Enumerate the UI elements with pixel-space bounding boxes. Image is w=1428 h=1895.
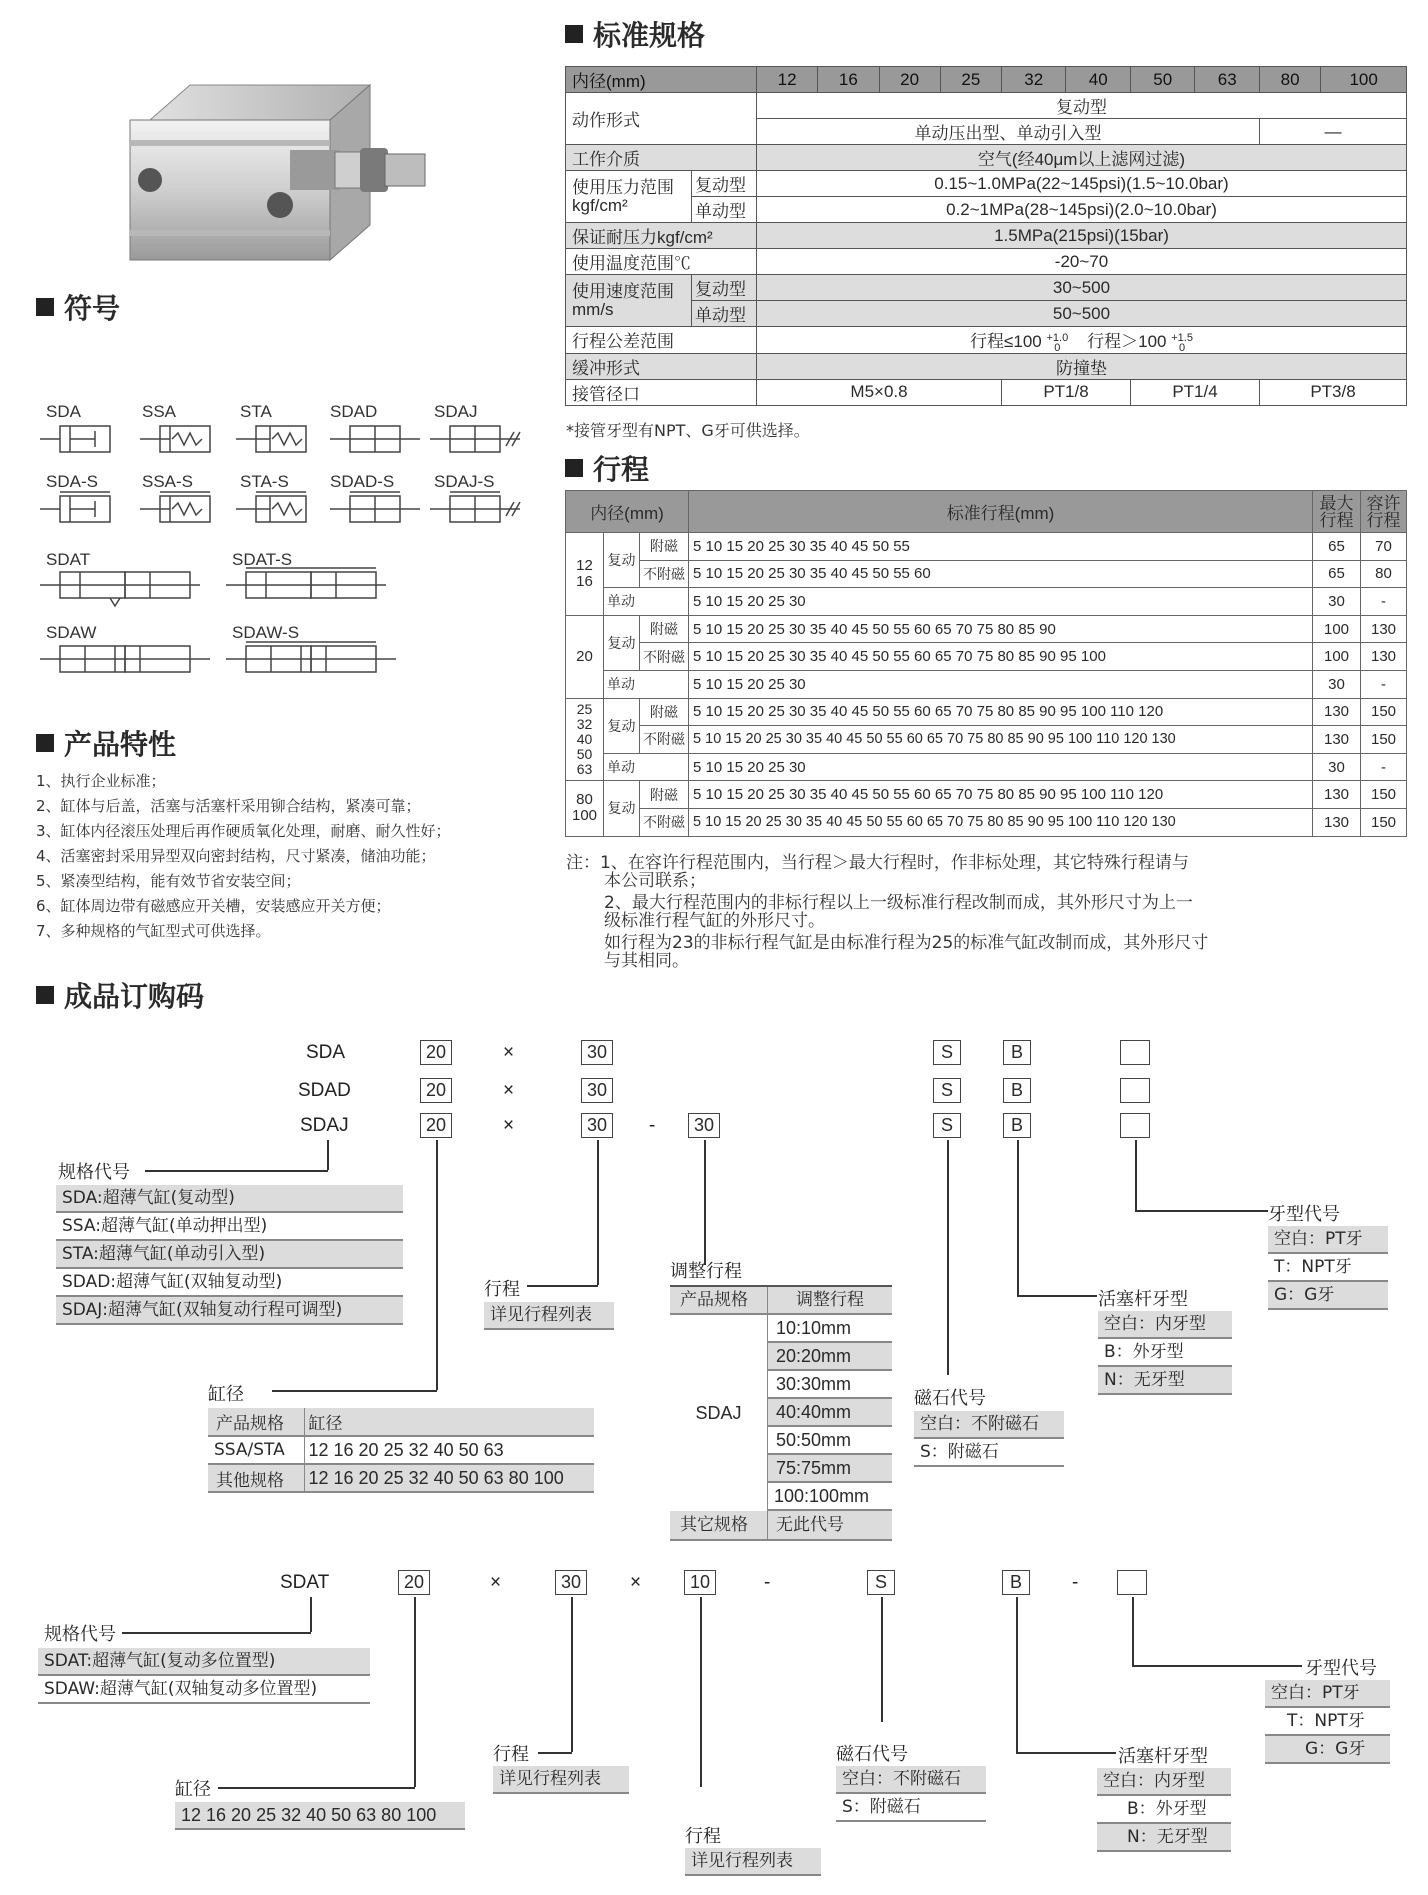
symbol-label-sdad-s: SDAD-S: [330, 472, 395, 491]
order1-adj-val: 75:75mm: [768, 1455, 892, 1483]
order1-model-sdaj: SDAJ: [300, 1115, 349, 1136]
stroke-bore: 80 100: [566, 781, 604, 836]
stroke-type-double: 复动: [604, 698, 640, 753]
stroke-values: 5 10 15 20 25 30 35 40 45 50 55 60 65 70 75 80 85 90 95 100 110 120 130: [689, 726, 1313, 754]
symbol-label-sda: SDA: [46, 402, 81, 421]
spec-action-single: 单动压出型、单动引入型: [757, 119, 1260, 145]
stroke-nomag: 不附磁: [640, 726, 689, 754]
stroke-mag: 附磁: [640, 781, 689, 809]
symbol-label-sta: STA: [240, 402, 272, 421]
order2-dash: -: [1072, 1572, 1079, 1593]
spec-speed-double-label: 复动型: [692, 275, 757, 301]
order2-rod-val: B：外牙型: [1097, 1796, 1231, 1824]
stroke-title: 行程: [565, 448, 649, 488]
stroke-type-double: 复动: [604, 615, 640, 670]
stroke-max: 130: [1313, 726, 1361, 754]
feature-item: 1、执行企业标准；: [36, 772, 166, 790]
stroke-values: 5 10 15 20 25 30: [689, 753, 1313, 781]
spec-speed-single: 50~500: [757, 301, 1407, 327]
feature-item: 5、紧凑型结构，能有效节省安装空间；: [36, 872, 301, 890]
order1-stroke-label: 行程: [484, 1279, 520, 1300]
symbol-title: 符号: [36, 287, 120, 327]
order1-mag-box: S: [933, 1113, 961, 1138]
order2-rod-val: 空白：内牙型: [1097, 1768, 1231, 1796]
spec-speed-double: 30~500: [757, 275, 1407, 301]
spec-bore: 20: [879, 67, 940, 93]
order1-thread-val: T：NPT牙: [1268, 1254, 1388, 1282]
order2-stroke2-label: 行程: [685, 1826, 721, 1847]
order2-mag-val: 空白：不附磁石: [836, 1766, 986, 1794]
stroke-mag: 附磁: [640, 615, 689, 643]
order1-model-sdad: SDAD: [298, 1080, 351, 1101]
order-title: 成品订购码: [36, 975, 204, 1015]
stroke-allow: 130: [1361, 643, 1407, 671]
order1-series-item: SSA:超薄气缸(单动押出型): [56, 1213, 403, 1241]
spec-proof-label: 保证耐压力kgf/cm²: [566, 223, 757, 249]
order2-stroke2-value: 详见行程列表: [685, 1848, 821, 1876]
stroke-values: 5 10 15 20 25 30 35 40 45 50 55 60 65 70 75 80 85 90: [689, 615, 1313, 643]
spec-bore: 25: [940, 67, 1001, 93]
stroke-values: 5 10 15 20 25 30 35 40 45 50 55 60: [689, 560, 1313, 588]
order1-rod-box: B: [1003, 1040, 1031, 1065]
stroke-allow: 80: [1361, 560, 1407, 588]
spec-medium: 空气(经40μm以上滤网过滤): [757, 145, 1407, 171]
order2-stroke-label: 行程: [493, 1744, 529, 1765]
spec-proof: 1.5MPa(215psi)(15bar): [757, 223, 1407, 249]
stroke-header-max: 最大行程: [1313, 491, 1361, 533]
order1-adj-label: 调整行程: [670, 1261, 742, 1282]
order1-bore-table: [208, 1408, 594, 1493]
order1-series-label: 规格代号: [58, 1162, 130, 1183]
stroke-max: 130: [1313, 781, 1361, 809]
symbol-label-sda-s: SDA-S: [46, 472, 98, 491]
order2-thread-val: 空白：PT牙: [1265, 1680, 1390, 1708]
order1-bore-box: 20: [420, 1040, 452, 1065]
order1-series-item: SDAJ:超薄气缸(双轴复动行程可调型): [56, 1297, 403, 1325]
stroke-allow: 150: [1361, 781, 1407, 809]
spec-temp: -20~70: [757, 249, 1407, 275]
order1-rod-box: B: [1003, 1078, 1031, 1103]
order1-thread-val: 空白：PT牙: [1268, 1226, 1388, 1254]
order1-stroke-box: 30: [581, 1040, 613, 1065]
stroke-max: 30: [1313, 588, 1361, 616]
order2-times: ×: [630, 1572, 642, 1593]
order1-thread-box: [1120, 1040, 1150, 1065]
order2-bore-box: 20: [398, 1570, 430, 1595]
feature-item: 3、缸体内径滚压处理后再作硬质氧化处理，耐磨、耐久性好；: [36, 822, 451, 840]
spec-port-pt14: PT1/4: [1131, 379, 1260, 405]
stroke-allow: -: [1361, 670, 1407, 698]
order1-bore-label: 缸径: [208, 1384, 244, 1405]
spec-bore: 12: [757, 67, 818, 93]
order1-adj-val: 20:20mm: [768, 1343, 892, 1371]
stroke-values: 5 10 15 20 25 30 35 40 45 50 55 60 65 70 75 80 85 90 95 100: [689, 643, 1313, 671]
order1-adj-val: 30:30mm: [768, 1371, 892, 1399]
order2-rod-val: N：无牙型: [1097, 1824, 1231, 1852]
stroke-bore: 25 32 40 50 63: [566, 698, 604, 781]
spec-bore: 16: [818, 67, 879, 93]
spec-port-pt38: PT3/8: [1260, 379, 1407, 405]
order2-rod-box: B: [1002, 1570, 1030, 1595]
order1-bore-r2b: 12 16 20 25 32 40 50 63 80 100: [304, 1464, 594, 1492]
spec-pressure-single-label: 单动型: [692, 197, 757, 223]
spec-bore: 100: [1321, 67, 1407, 93]
stroke-allow: 150: [1361, 808, 1407, 836]
order1-thread-box: [1120, 1078, 1150, 1103]
spec-bore: 32: [1002, 67, 1066, 93]
order1-times: ×: [503, 1115, 515, 1136]
stroke-max: 65: [1313, 533, 1361, 561]
order1-mag-box: S: [933, 1078, 961, 1103]
symbol-label-sdaw-s: SDAW-S: [232, 623, 300, 642]
feature-item: 4、活塞密封采用异型双向密封结构，尺寸紧凑，储油功能；: [36, 847, 436, 865]
features-title: 产品特性: [36, 723, 176, 763]
stroke-nomag: 不附磁: [640, 560, 689, 588]
stroke-mag: 附磁: [640, 698, 689, 726]
stroke-bore: 12 16: [566, 533, 604, 616]
spec-bore: 40: [1066, 67, 1131, 93]
order1-bore-h2: 缸径: [304, 1408, 594, 1436]
order2-model: SDAT: [280, 1572, 330, 1593]
order2-thread-val: G：G牙: [1265, 1736, 1390, 1764]
order1-adj-model: SDAJ: [670, 1315, 768, 1511]
stroke-type-single: 单动: [604, 753, 689, 781]
stroke-max: 130: [1313, 698, 1361, 726]
spec-bore: 50: [1131, 67, 1195, 93]
order1-bore-h1: 产品规格: [208, 1408, 304, 1436]
symbol-label-ssa-s: SSA-S: [142, 472, 194, 491]
order1-bore-r2a: 其他规格: [208, 1464, 304, 1492]
stroke-header-allow: 容许行程: [1361, 491, 1407, 533]
order1-rod-box: B: [1003, 1113, 1031, 1138]
stroke-nomag: 不附磁: [640, 643, 689, 671]
spec-action-label: 动作形式: [566, 93, 757, 145]
symbol-label-sdaj-s: SDAJ-S: [434, 472, 495, 491]
order1-series-item: SDAD:超薄气缸(双轴复动型): [56, 1269, 403, 1297]
spec-port-m5: M5×0.8: [757, 379, 1002, 405]
feature-item: 6、缸体周边带有磁感应开关槽，安装感应开关方便；: [36, 897, 391, 915]
order2-series-item: SDAW:超薄气缸(双轴复动多位置型): [38, 1676, 370, 1704]
symbol-label-sdad: SDAD: [330, 402, 378, 421]
symbol-diagrams: [30, 420, 550, 680]
stroke-allow: 150: [1361, 698, 1407, 726]
stroke-max: 65: [1313, 560, 1361, 588]
stroke-mag: 附磁: [640, 533, 689, 561]
order1-stroke-box: 30: [581, 1078, 613, 1103]
spec-speed-single-label: 单动型: [692, 301, 757, 327]
stroke-allow: -: [1361, 588, 1407, 616]
symbol-label-sdat-s: SDAT-S: [232, 550, 293, 569]
order2-times: ×: [490, 1572, 502, 1593]
note-line: 注：1、在容许行程范围内，当行程＞最大行程时，作非标处理，其它特殊行程请与: [566, 853, 1189, 873]
note-line: 如行程为23的非标行程气缸是由标准行程为25的标准气缸改制而成，其外形尺寸: [604, 933, 1209, 953]
order2-rod-label: 活塞杆牙型: [1118, 1746, 1208, 1767]
spec-tolerance: 行程≤100 +1.0 0 行程＞100 +1.5 0: [757, 327, 1407, 354]
note-line: 2、最大行程范围内的非标行程以上一级标准行程改制而成，其外形尺寸为上一: [604, 893, 1193, 913]
note-line: 级标准行程气缸的外形尺寸。: [604, 911, 825, 931]
order1-bore-r1b: 12 16 20 25 32 40 50 63: [304, 1436, 594, 1464]
symbol-label-sdaj: SDAJ: [434, 402, 478, 421]
order2-mag-val: S：附磁石: [836, 1794, 986, 1822]
order1-bore-r1a: SSA/STA: [208, 1436, 304, 1464]
order1-model-sda: SDA: [306, 1042, 346, 1063]
stroke-allow: -: [1361, 753, 1407, 781]
stroke-values: 5 10 15 20 25 30 35 40 45 50 55 60 65 70 75 80 85 90 95 100 110 120: [689, 698, 1313, 726]
spec-port-label: 接管径口: [566, 379, 757, 405]
feature-item: 2、缸体与后盖，活塞与活塞杆采用铆合结构，紧凑可靠；: [36, 797, 421, 815]
stroke-max: 130: [1313, 808, 1361, 836]
spec-port-pt18: PT1/8: [1002, 379, 1131, 405]
order1-series-item: STA:超薄气缸(单动引入型): [56, 1241, 403, 1269]
order2-thread-label: 牙型代号: [1305, 1658, 1377, 1679]
order1-rod-label: 活塞杆牙型: [1098, 1289, 1188, 1310]
spec-footnote: *接管牙型有NPT、G牙可供选择。: [566, 421, 810, 440]
product-image: [120, 80, 440, 280]
order1-adj-h1: 产品规格: [670, 1287, 768, 1313]
order2-mag-box: S: [867, 1570, 895, 1595]
order1-adj-h2: 调整行程: [796, 1290, 864, 1310]
order1-adj-val: 10:10mm: [768, 1315, 892, 1343]
order1-adj-val: 40:40mm: [768, 1399, 892, 1427]
spec-bore: 80: [1260, 67, 1321, 93]
order1-times: ×: [503, 1080, 515, 1101]
order1-adj-val: 50:50mm: [768, 1427, 892, 1455]
order2-thread-box: [1117, 1570, 1147, 1595]
order2-stroke-box: 30: [555, 1570, 587, 1595]
order1-bore-box: 20: [420, 1113, 452, 1138]
order1-mag-label: 磁石代号: [914, 1388, 986, 1409]
order1-thread-label: 牙型代号: [1268, 1204, 1340, 1225]
spec-temp-label: 使用温度范围℃: [566, 249, 757, 275]
stroke-max: 100: [1313, 643, 1361, 671]
order1-rod-val: B：外牙型: [1098, 1339, 1232, 1367]
stroke-header-bore: 内径(mm): [566, 491, 689, 533]
order1-series-item: SDA:超薄气缸(复动型): [56, 1185, 403, 1213]
order1-adj-other-b: 无此代号: [776, 1515, 844, 1535]
order1-adj-box: 30: [688, 1113, 720, 1138]
stroke-values: 5 10 15 20 25 30 35 40 45 50 55: [689, 533, 1313, 561]
stroke-type-single: 单动: [604, 588, 689, 616]
spec-table: [565, 66, 1407, 406]
note-line: 与其相同。: [604, 951, 689, 971]
order1-mag-box: S: [933, 1040, 961, 1065]
order1-stroke-box: 30: [581, 1113, 613, 1138]
order1-dash: -: [649, 1115, 656, 1136]
stroke-nomag: 不附磁: [640, 808, 689, 836]
stroke-type-double: 复动: [604, 781, 640, 836]
symbol-label-sdat: SDAT: [46, 550, 91, 569]
spec-cushion: 防撞垫: [757, 353, 1407, 379]
order1-times: ×: [503, 1042, 515, 1063]
stroke-max: 30: [1313, 670, 1361, 698]
order1-thread-val: G：G牙: [1268, 1282, 1388, 1310]
stroke-allow: 150: [1361, 726, 1407, 754]
spec-header-label: 内径(mm): [566, 67, 757, 93]
spec-pressure-single: 0.2~1MPa(28~145psi)(2.0~10.0bar): [757, 197, 1407, 223]
stroke-bore: 20: [566, 615, 604, 698]
order1-stroke-value: 详见行程列表: [484, 1302, 614, 1330]
stroke-allow: 130: [1361, 615, 1407, 643]
order2-stroke-value: 详见行程列表: [493, 1766, 629, 1794]
stroke-max: 100: [1313, 615, 1361, 643]
symbol-label-sdaw: SDAW: [46, 623, 97, 642]
order1-adj-val: 100:100mm: [768, 1483, 892, 1511]
order1-adj-table: [670, 1285, 892, 1541]
stroke-values: 5 10 15 20 25 30: [689, 670, 1313, 698]
order2-bore-val: 12 16 20 25 32 40 50 63 80 100: [175, 1802, 465, 1830]
spec-action-double: 复动型: [757, 93, 1407, 119]
order1-adj-other-a: 其它规格: [670, 1511, 768, 1539]
order2-stroke2-box: 10: [684, 1570, 716, 1595]
order1-rod-val: 空白：内牙型: [1098, 1311, 1232, 1339]
spec-cushion-label: 缓冲形式: [566, 353, 757, 379]
order1-thread-box: [1120, 1113, 1150, 1138]
order1-mag-val: S：附磁石: [914, 1439, 1064, 1467]
order2-thread-val: T：NPT牙: [1265, 1708, 1390, 1736]
spec-medium-label: 工作介质: [566, 145, 757, 171]
order1-rod-val: N：无牙型: [1098, 1367, 1232, 1395]
stroke-type-single: 单动: [604, 670, 689, 698]
spec-action-single-na: —: [1260, 119, 1407, 145]
stroke-values: 5 10 15 20 25 30 35 40 45 50 55 60 65 70 75 80 85 90 95 100 110 120 130: [689, 808, 1313, 836]
order2-series-label: 规格代号: [44, 1624, 116, 1645]
order2-mag-label: 磁石代号: [836, 1744, 908, 1765]
symbol-label-sta-s: STA-S: [240, 472, 289, 491]
stroke-type-double: 复动: [604, 533, 640, 588]
stroke-max: 30: [1313, 753, 1361, 781]
spec-pressure-double-label: 复动型: [692, 171, 757, 197]
symbol-label-ssa: SSA: [142, 402, 177, 421]
spec-pressure-label: 使用压力范围 kgf/cm²: [566, 171, 692, 223]
stroke-header-std: 标准行程(mm): [689, 491, 1313, 533]
note-line: 本公司联系；: [604, 871, 706, 891]
stroke-table: [565, 490, 1407, 837]
order2-bore-label: 缸径: [175, 1779, 211, 1800]
spec-pressure-double: 0.15~1.0MPa(22~145psi)(1.5~10.0bar): [757, 171, 1407, 197]
spec-tolerance-label: 行程公差范围: [566, 327, 757, 354]
spec-title: 标准规格: [565, 14, 705, 54]
stroke-allow: 70: [1361, 533, 1407, 561]
stroke-values: 5 10 15 20 25 30 35 40 45 50 55 60 65 70 75 80 85 90 95 100 110 120: [689, 781, 1313, 809]
order2-dash: -: [764, 1572, 771, 1593]
spec-speed-label: 使用速度范围 mm/s: [566, 275, 692, 327]
order2-series-item: SDAT:超薄气缸(复动多位置型): [38, 1648, 370, 1676]
order1-bore-box: 20: [420, 1078, 452, 1103]
spec-bore: 63: [1195, 67, 1260, 93]
stroke-values: 5 10 15 20 25 30: [689, 588, 1313, 616]
order1-mag-val: 空白：不附磁石: [914, 1411, 1064, 1439]
feature-item: 7、多种规格的气缸型式可供选择。: [36, 922, 271, 940]
